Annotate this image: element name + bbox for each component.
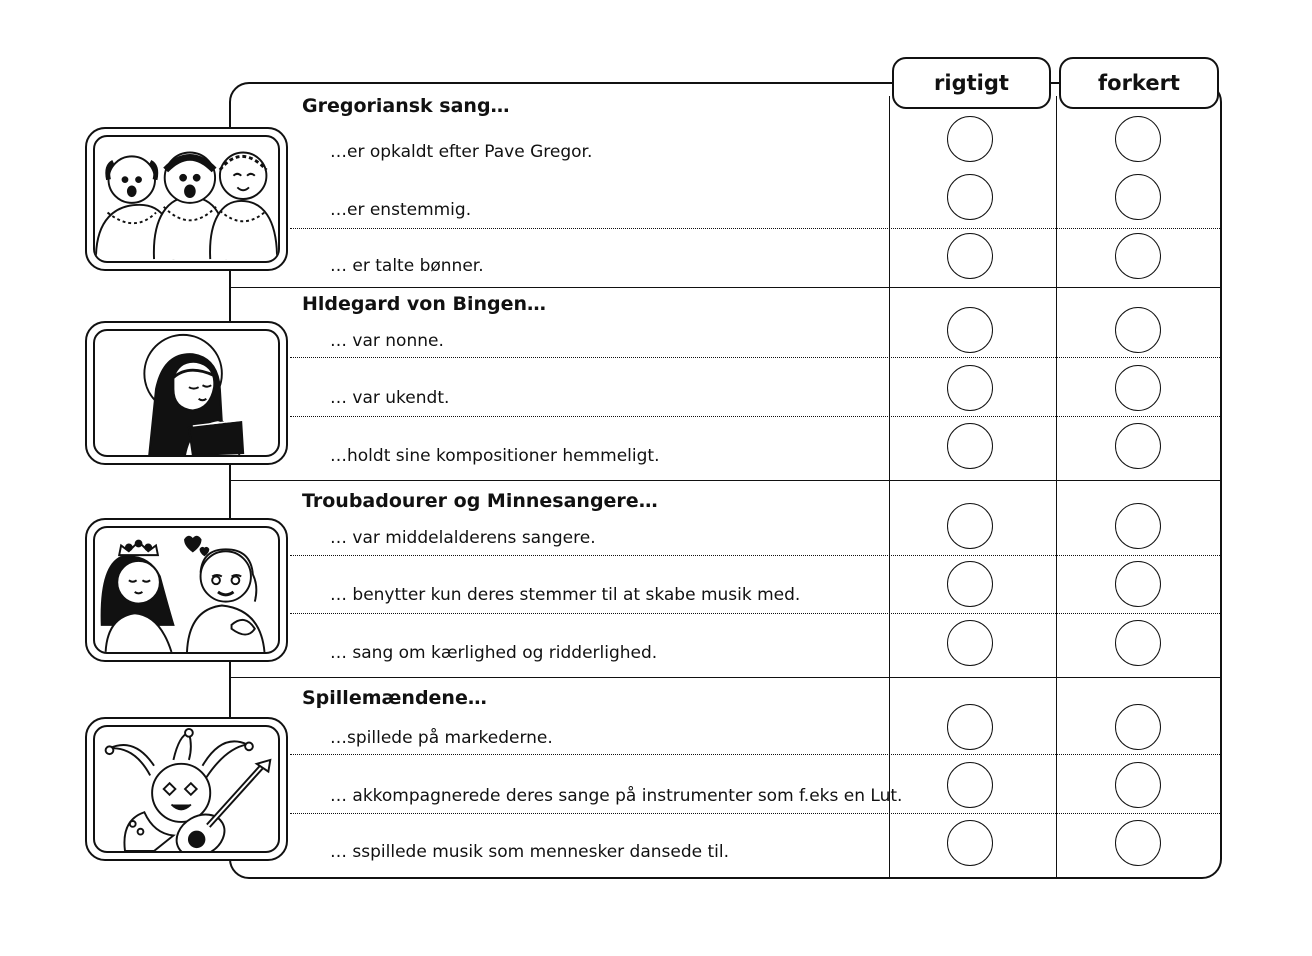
answer-correct-radio[interactable] [947, 307, 993, 353]
section-heading: Troubadourer og Minnesangere… [302, 490, 658, 512]
answer-wrong-radio[interactable] [1115, 233, 1161, 279]
section-divider [229, 287, 1222, 288]
section-heading: Hldegard von Bingen… [302, 293, 547, 315]
row-divider [290, 754, 1222, 755]
statement-text: … var nonne. [330, 331, 444, 351]
section-heading: Gregoriansk sang… [302, 95, 510, 117]
column-divider [1056, 96, 1057, 879]
section-divider [229, 677, 1222, 678]
row-divider [290, 613, 1222, 614]
column-header-correct [892, 57, 1051, 109]
answer-correct-radio[interactable] [947, 762, 993, 808]
jester-lute-icon [85, 717, 288, 861]
answer-correct-radio[interactable] [947, 503, 993, 549]
row-divider [290, 228, 1222, 229]
answer-wrong-radio[interactable] [1115, 820, 1161, 866]
row-divider [290, 555, 1222, 556]
column-divider [889, 96, 890, 879]
row-divider [290, 357, 1222, 358]
answer-correct-radio[interactable] [947, 620, 993, 666]
statement-text: … sang om kærlighed og ridderlighed. [330, 643, 658, 663]
answer-wrong-radio[interactable] [1115, 174, 1161, 220]
statement-text: … benytter kun deres stemmer til at skabe musik med. [330, 585, 801, 605]
row-divider [290, 813, 1222, 814]
statement-text: …er enstemmig. [330, 200, 472, 220]
statement-text: … akkompagnerede deres sange på instrumenter som f.eks en Lut. [330, 786, 903, 806]
column-header-wrong-label: forkert [1098, 71, 1180, 95]
answer-correct-radio[interactable] [947, 116, 993, 162]
answer-wrong-radio[interactable] [1115, 704, 1161, 750]
answer-wrong-radio[interactable] [1115, 365, 1161, 411]
statement-text: … var middelalderens sangere. [330, 528, 596, 548]
statement-text: … er talte bønner. [330, 256, 484, 276]
answer-correct-radio[interactable] [947, 174, 993, 220]
answer-correct-radio[interactable] [947, 365, 993, 411]
answer-wrong-radio[interactable] [1115, 423, 1161, 469]
troubadour-couple-icon [85, 518, 288, 662]
statement-text: … var ukendt. [330, 388, 450, 408]
answer-wrong-radio[interactable] [1115, 762, 1161, 808]
nun-reading-icon [85, 321, 288, 465]
statement-text: …spillede på markederne. [330, 728, 553, 748]
answer-correct-radio[interactable] [947, 704, 993, 750]
statement-text: …holdt sine kompositioner hemmeligt. [330, 446, 660, 466]
column-header-correct-label: rigtigt [934, 71, 1009, 95]
section-divider [229, 480, 1222, 481]
answer-wrong-radio[interactable] [1115, 116, 1161, 162]
column-header-wrong [1059, 57, 1219, 109]
section-heading: Spillemændene… [302, 687, 487, 709]
answer-wrong-radio[interactable] [1115, 503, 1161, 549]
statement-text: … sspillede musik som mennesker dansede til. [330, 842, 730, 862]
answer-wrong-radio[interactable] [1115, 620, 1161, 666]
answer-wrong-radio[interactable] [1115, 561, 1161, 607]
statement-text: …er opkaldt efter Pave Gregor. [330, 142, 593, 162]
answer-correct-radio[interactable] [947, 233, 993, 279]
row-divider [290, 416, 1222, 417]
singing-monks-icon [85, 127, 288, 271]
answer-wrong-radio[interactable] [1115, 307, 1161, 353]
answer-correct-radio[interactable] [947, 423, 993, 469]
answer-correct-radio[interactable] [947, 820, 993, 866]
answer-correct-radio[interactable] [947, 561, 993, 607]
